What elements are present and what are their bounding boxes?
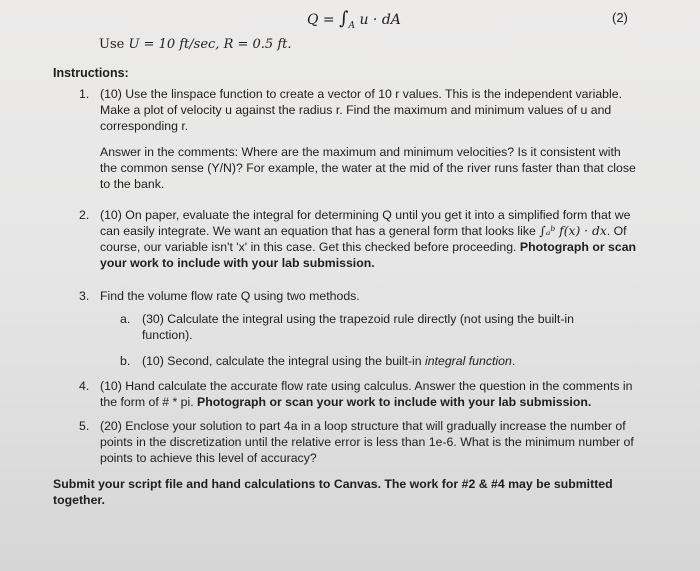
equation-lhs: Q = <box>307 12 340 28</box>
item-paragraph: Answer in the comments: Where are the maximum and minimum velocities? Is it consistent with the common sense (Y/N)? For example, the water at the mid of the river runs faster than that close to the bank. <box>100 145 636 191</box>
instruction-item-1 <box>79 86 639 202</box>
item-number: 3. <box>79 289 90 303</box>
integral-subscript: A <box>348 20 355 31</box>
subitem-text: (10) Second, calculate the integral using the built-in <box>142 354 425 368</box>
integral-form: ∫ₐᵇ f(x) · dx <box>539 224 607 238</box>
instruction-item-2 <box>79 207 639 271</box>
given-values <box>99 37 292 52</box>
item-text: (10) On paper, evaluate the integral for determining Q until you get it into a simplified form that we can easily integrate. We want an equation that has a general form that looks like <box>100 208 631 238</box>
integral-sign: ∫ <box>339 8 349 29</box>
item-text: (20) Enclose your solution to part 4a in a loop structure that will gradually increase the number of points in the discretization until the relative error is less than 1e-6. What is the minimum number of points to achieve this level of accuracy? <box>100 419 634 465</box>
item-number: 5. <box>79 419 90 433</box>
equation-rhs: u · dA <box>359 12 401 28</box>
item-number: 1. <box>79 87 90 101</box>
subitem-letter: a. <box>120 312 131 326</box>
instruction-subitem-b <box>120 353 620 369</box>
given-prefix: Use <box>99 37 129 52</box>
equation-row <box>0 6 700 30</box>
equation-number: (2) <box>612 10 628 25</box>
instructions-heading: Instructions: <box>53 66 129 80</box>
instruction-item-5 <box>79 418 639 466</box>
item-text: Find the volume flow rate Q using two methods. <box>100 289 360 303</box>
item-text: . Of course, our variable isn't 'x' in this case. Get this checked before proceeding. <box>100 224 627 254</box>
item-bold-note: Photograph or scan your work to include with your lab submission. <box>100 240 637 270</box>
item-text: (10) Hand calculate the accurate flow rate using calculus. Answer the question in the comments in the form of # * pi. <box>100 379 633 409</box>
submission-note: Submit your script file and hand calculations to Canvas. The work for #2 & #4 may be submitted together. <box>53 477 613 507</box>
instruction-item-3 <box>79 288 639 304</box>
item-number: 4. <box>79 379 90 393</box>
subitem-text: . <box>511 354 516 368</box>
given-text: U = 10 ft/sec, R = 0.5 ft. <box>128 37 292 52</box>
instruction-subitem-a <box>120 311 620 343</box>
subitem-italic: integral function <box>425 354 512 368</box>
item-number: 2. <box>79 208 90 222</box>
subitem-text: (30) Calculate the integral using the trapezoid rule directly (not using the built-in function). <box>142 312 574 342</box>
item-paragraph: (10) Use the linspace function to create a vector of 10 r values. This is the independent variable. Make a plot of velocity u against the radius r. Find the maximum and minimum values of u and corresponding r. <box>100 87 623 133</box>
instruction-item-4 <box>79 378 639 410</box>
subitem-letter: b. <box>120 354 131 368</box>
flow-rate-equation <box>307 8 401 31</box>
item-bold-note: Photograph or scan your work to include with your lab submission. <box>193 395 592 409</box>
